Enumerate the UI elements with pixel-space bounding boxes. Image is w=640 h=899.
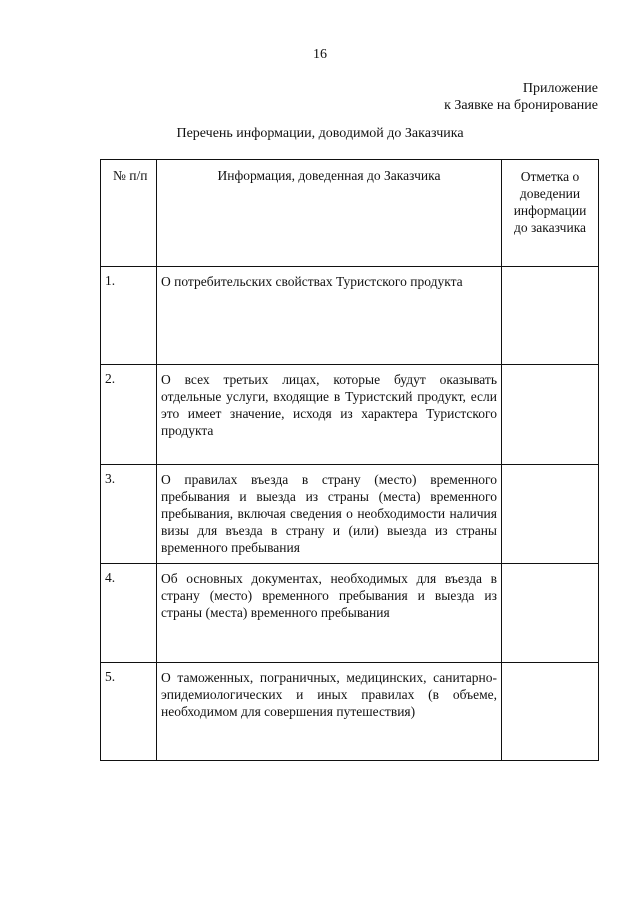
appendix-note	[444, 80, 598, 114]
row-number: 3.	[101, 465, 157, 564]
header-number: № п/п	[101, 160, 157, 267]
table-row	[101, 465, 599, 564]
information-table	[100, 159, 599, 761]
table-row	[101, 663, 599, 761]
row-information: О всех третьих лицах, которые будут оказывать отдельные услуги, входящие в Туристский продукт, если это имеет значение, исходя из характера Туристского продукта	[157, 365, 502, 465]
document-title: Перечень информации, доводимой до Заказчика	[176, 126, 464, 141]
row-number: 5.	[101, 663, 157, 761]
row-mark-cell[interactable]	[502, 465, 599, 564]
row-number: 1.	[101, 267, 157, 365]
table-header-row	[101, 160, 599, 267]
row-mark-cell[interactable]	[502, 267, 599, 365]
row-number: 2.	[101, 365, 157, 465]
table-row	[101, 267, 599, 365]
row-mark-cell[interactable]	[502, 365, 599, 465]
row-information: О потребительских свойствах Туристского продукта	[157, 267, 502, 365]
row-information: О правилах въезда в страну (место) временного пребывания и выезда из страны (места) временного пребывания, включая сведения о необходимости наличия визы для въезда в страну и (или) выезда из страны временного пребывания	[157, 465, 502, 564]
header-mark: Отметка о доведении информации до заказчика	[502, 160, 599, 267]
header-information: Информация, доведенная до Заказчика	[157, 160, 502, 267]
row-information: О таможенных, пограничных, медицинских, санитарно-эпидемиологических и иных правилах (в объеме, необходимом для совершения путешествия)	[157, 663, 502, 761]
appendix-line-2: к Заявке на бронирование	[444, 98, 598, 113]
row-number: 4.	[101, 564, 157, 663]
table-row	[101, 365, 599, 465]
page-number: 16	[313, 47, 327, 62]
appendix-line-1: Приложение	[522, 81, 598, 96]
row-mark-cell[interactable]	[502, 663, 599, 761]
row-information: Об основных документах, необходимых для въезда в страну (место) временного пребывания и выезда из страны (места) временного пребывания	[157, 564, 502, 663]
row-mark-cell[interactable]	[502, 564, 599, 663]
table-row	[101, 564, 599, 663]
